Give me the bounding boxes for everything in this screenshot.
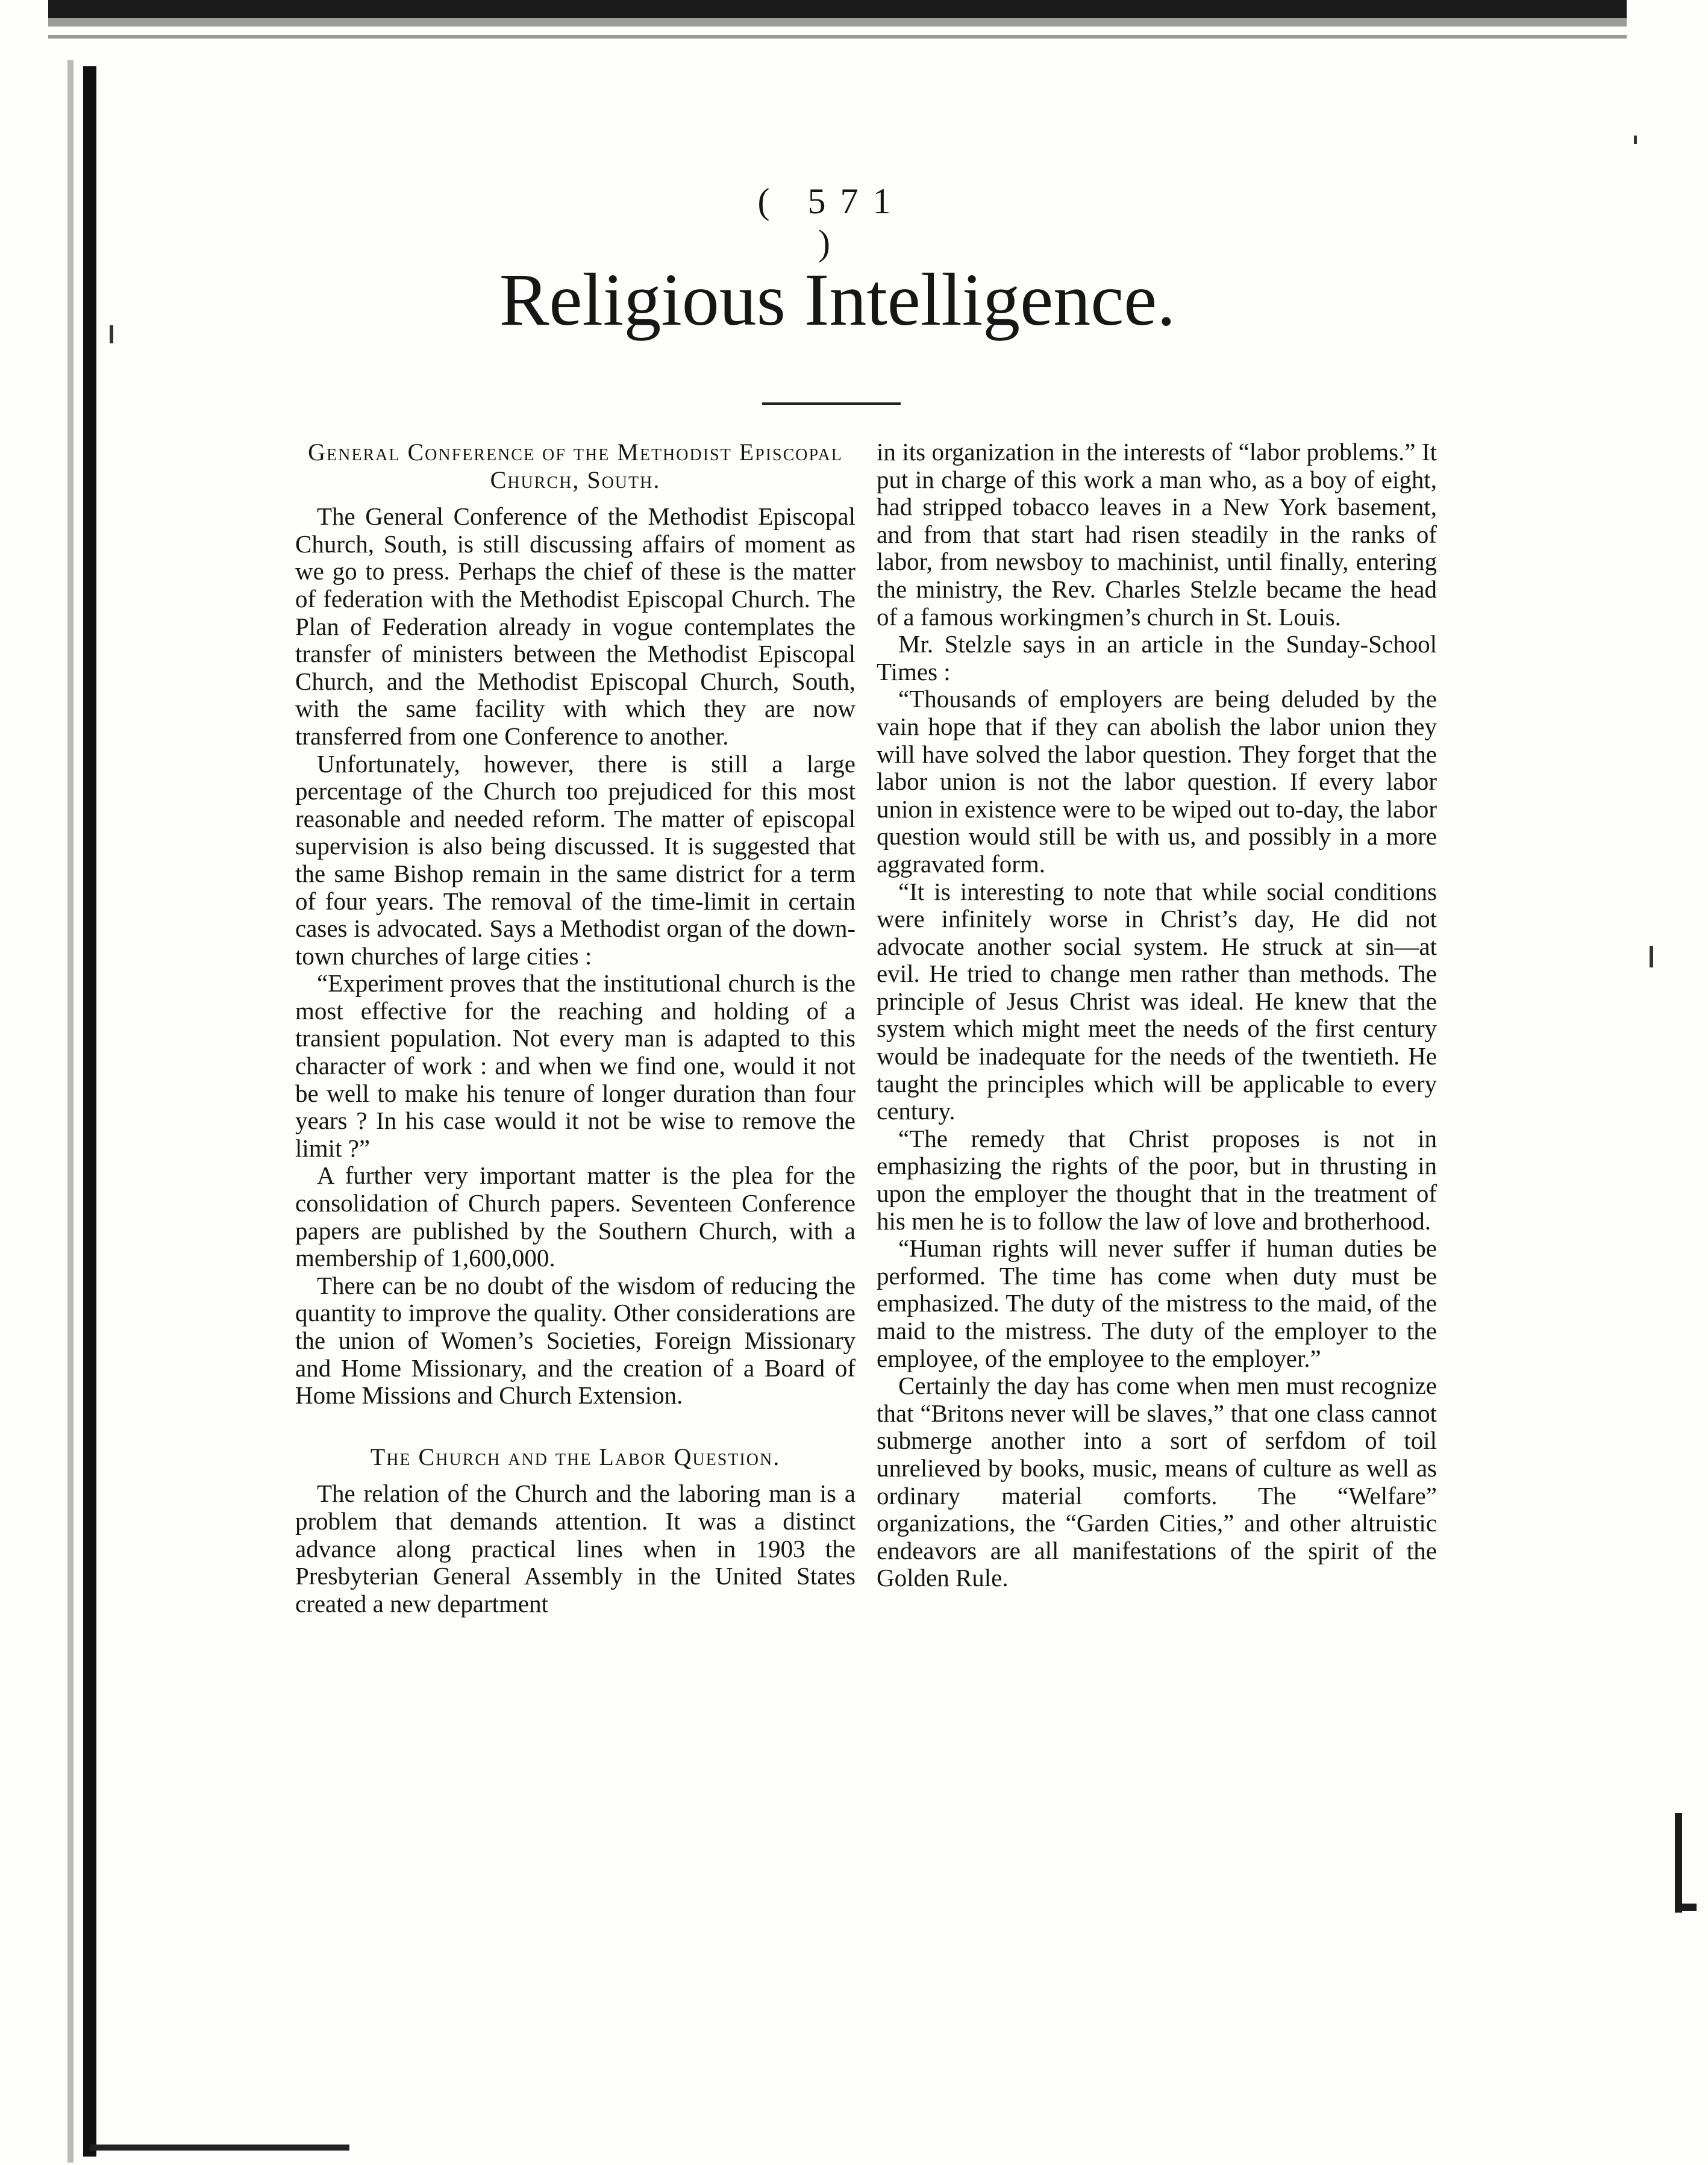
scan-line-top (48, 35, 1627, 39)
paragraph: The General Conference of the Methodist Episcopal Church, South, is still discussing affairs of moment as we go to press. Perhaps the chief of these is the matter of federation with the Methodist Episcopal Church. The Plan of Federation already in vogue contemplates the transfer of ministers between the Methodist Episcopal Church, and the Methodist Episcopal Church, South, with the same facility with which they are now transferred from one Conference to another. (295, 502, 856, 750)
scan-border-left (83, 66, 96, 2157)
page-corner-foot (1682, 1904, 1697, 1911)
quote-paragraph: “Thousands of employers are being deluded by the vain hope that if they can abolish the labor union they will have solved the labor question. They forget that the labor union is not the labor question. If every labor union in existence were to be wiped out to-day, the labor question would still be with us, and possibly in a more aggravated form. (877, 685, 1437, 878)
section-heading-labor: The Church and the Labor Question. (370, 1443, 781, 1470)
quote-paragraph: “It is interesting to note that while social conditions were infinitely worse in Christ’s day, He did not advocate another social system. He struck at sin—at evil. He tried to change men rather than methods. The principle of Jesus Christ was ideal. He knew that the system which might meet the needs of the first century would be inadequate for the needs of the twentieth. He taught the principles which will be applicable to every century. (877, 877, 1437, 1125)
scan-shadow-top (48, 18, 1627, 27)
page-corner-mark (1675, 1813, 1682, 1913)
paragraph-continued: in its organization in the interests of “labor problems.” It put in charge of this work a man who, as a boy of eight, had stripped tobacco leaves in a New York basement, and from that start had risen steadily in the ranks of labor, from newsboy to machinist, until finally, entering the ministry, the Rev. Charles Stelzle became the head of a famous workingmen’s church in St. Louis. (877, 438, 1437, 631)
paragraph: Certainly the day has come when men must recognize that “Britons never will be slaves,” that one class cannot submerge another into a sort of serfdom of toil unrelieved by books, music, means of culture as well as ordinary material comforts. The “Welfare” organizations, the “Garden Cities,” and other altruistic endeavors are all manifestations of the spirit of the Golden Rule. (877, 1372, 1437, 1592)
quote-paragraph: “Experiment proves that the institutional church is the most effective for the reaching and holding of a transient population. Not every man is adapted to this character of work : and when we find one, would it not be well to make his tenure of longer duration than four years ? In his case would it not be wise to remove the limit ?” (295, 969, 856, 1162)
right-column (877, 439, 1437, 1592)
scan-shadow-left (67, 60, 74, 2163)
paragraph: There can be no doubt of the wisdom of reducing the quantity to improve the quality. Other considerations are the union of Women’s Societies, Foreign Missionary and Home Missionary, and the creation of a Board of Home Missions and Church Extension. (295, 1271, 856, 1410)
page-number: ( 571 ) (757, 181, 906, 263)
paragraph: A further very important matter is the plea for the consolidation of Church papers. Seventeen Conference papers are published by the Southern Church, with a membership of 1,600,000. (295, 1161, 856, 1272)
section-heading-methodist: General Conference of the Methodist Episcopal Church, South. (308, 439, 843, 493)
paragraph: Mr. Stelzle says in an article in the Sunday-School Times : (877, 630, 1437, 686)
page-title: Religious Intelligence. (499, 258, 1176, 341)
title-rule (762, 402, 901, 405)
scan-border-top (48, 0, 1627, 18)
left-column (295, 439, 856, 1617)
paragraph: Unfortunately, however, there is still a large percentage of the Church too prejudiced for this most reasonable and needed reform. The matter of episcopal supervision is also being discussed. It is suggested that the same Bishop remain in the same district for a term of four years. The removal of the time-limit in certain cases is advocated. Says a Methodist organ of the down-town churches of large cities : (295, 749, 856, 970)
scan-border-bottom (90, 2145, 349, 2151)
paragraph: The relation of the Church and the laboring man is a problem that demands attention. It was a distinct advance along practical lines when in 1903 the Presbyterian General Assembly in the United States created a new department (295, 1479, 856, 1617)
margin-tick (110, 325, 113, 343)
margin-tick (1634, 136, 1637, 144)
quote-paragraph: “Human rights will never suffer if human duties be performed. The time has come when duty must be emphasized. The duty of the mistress to the maid, of the maid to the mistress. The duty of the employer to the employee, of the employee to the employer.” (877, 1234, 1437, 1372)
quote-paragraph: “The remedy that Christ proposes is not in emphasizing the rights of the poor, but in thrusting in upon the employer the thought that in the treatment of his men he is to follow the law of love and brotherhood. (877, 1124, 1437, 1235)
margin-tick (1650, 946, 1653, 967)
